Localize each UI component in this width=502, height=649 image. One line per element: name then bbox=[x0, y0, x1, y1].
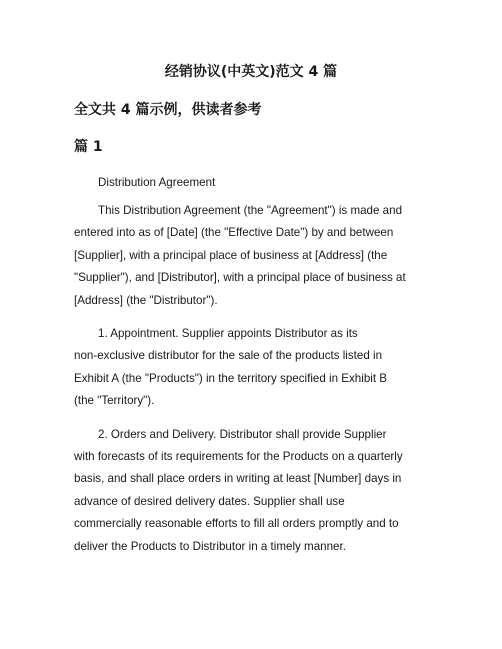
paragraph-orders-delivery: 2. Orders and Delivery. Distributor shall provide Supplier with forecasts of its requirements for the Products on a quarterly basis, and shall place orders in writing at least [Number] days in advance of desired delivery dates. Supplier shall use commercially reasonable efforts to fill all orders promptly and to deliver the Products to Distributor in a timely manner. bbox=[74, 427, 403, 553]
agreement-title: Distribution Agreement bbox=[98, 176, 216, 189]
section-heading: 篇 1 bbox=[74, 139, 103, 155]
document-title: 经销协议(中英文)范文 4 篇 bbox=[164, 64, 338, 80]
document-body bbox=[74, 200, 434, 569]
document-subtitle: 全文共 4 篇示例，供读者参考 bbox=[74, 102, 262, 118]
paragraph-appointment: 1. Appointment. Supplier appoints Distributor as its non-exclusive distributor for the sale of the products listed in Exhibit A (the "Products") in the territory specified in Exhibit B (the "Territory"). bbox=[74, 327, 388, 408]
paragraph-preamble: This Distribution Agreement (the "Agreement") is made and entered into as of [Date] (the "Effective Date") by and between [Supplier], with a principal place of business at [Address] (the "Supplier"), and [Distributor], with a principal place of business at [Address] (the "Distributor"). bbox=[74, 204, 406, 307]
